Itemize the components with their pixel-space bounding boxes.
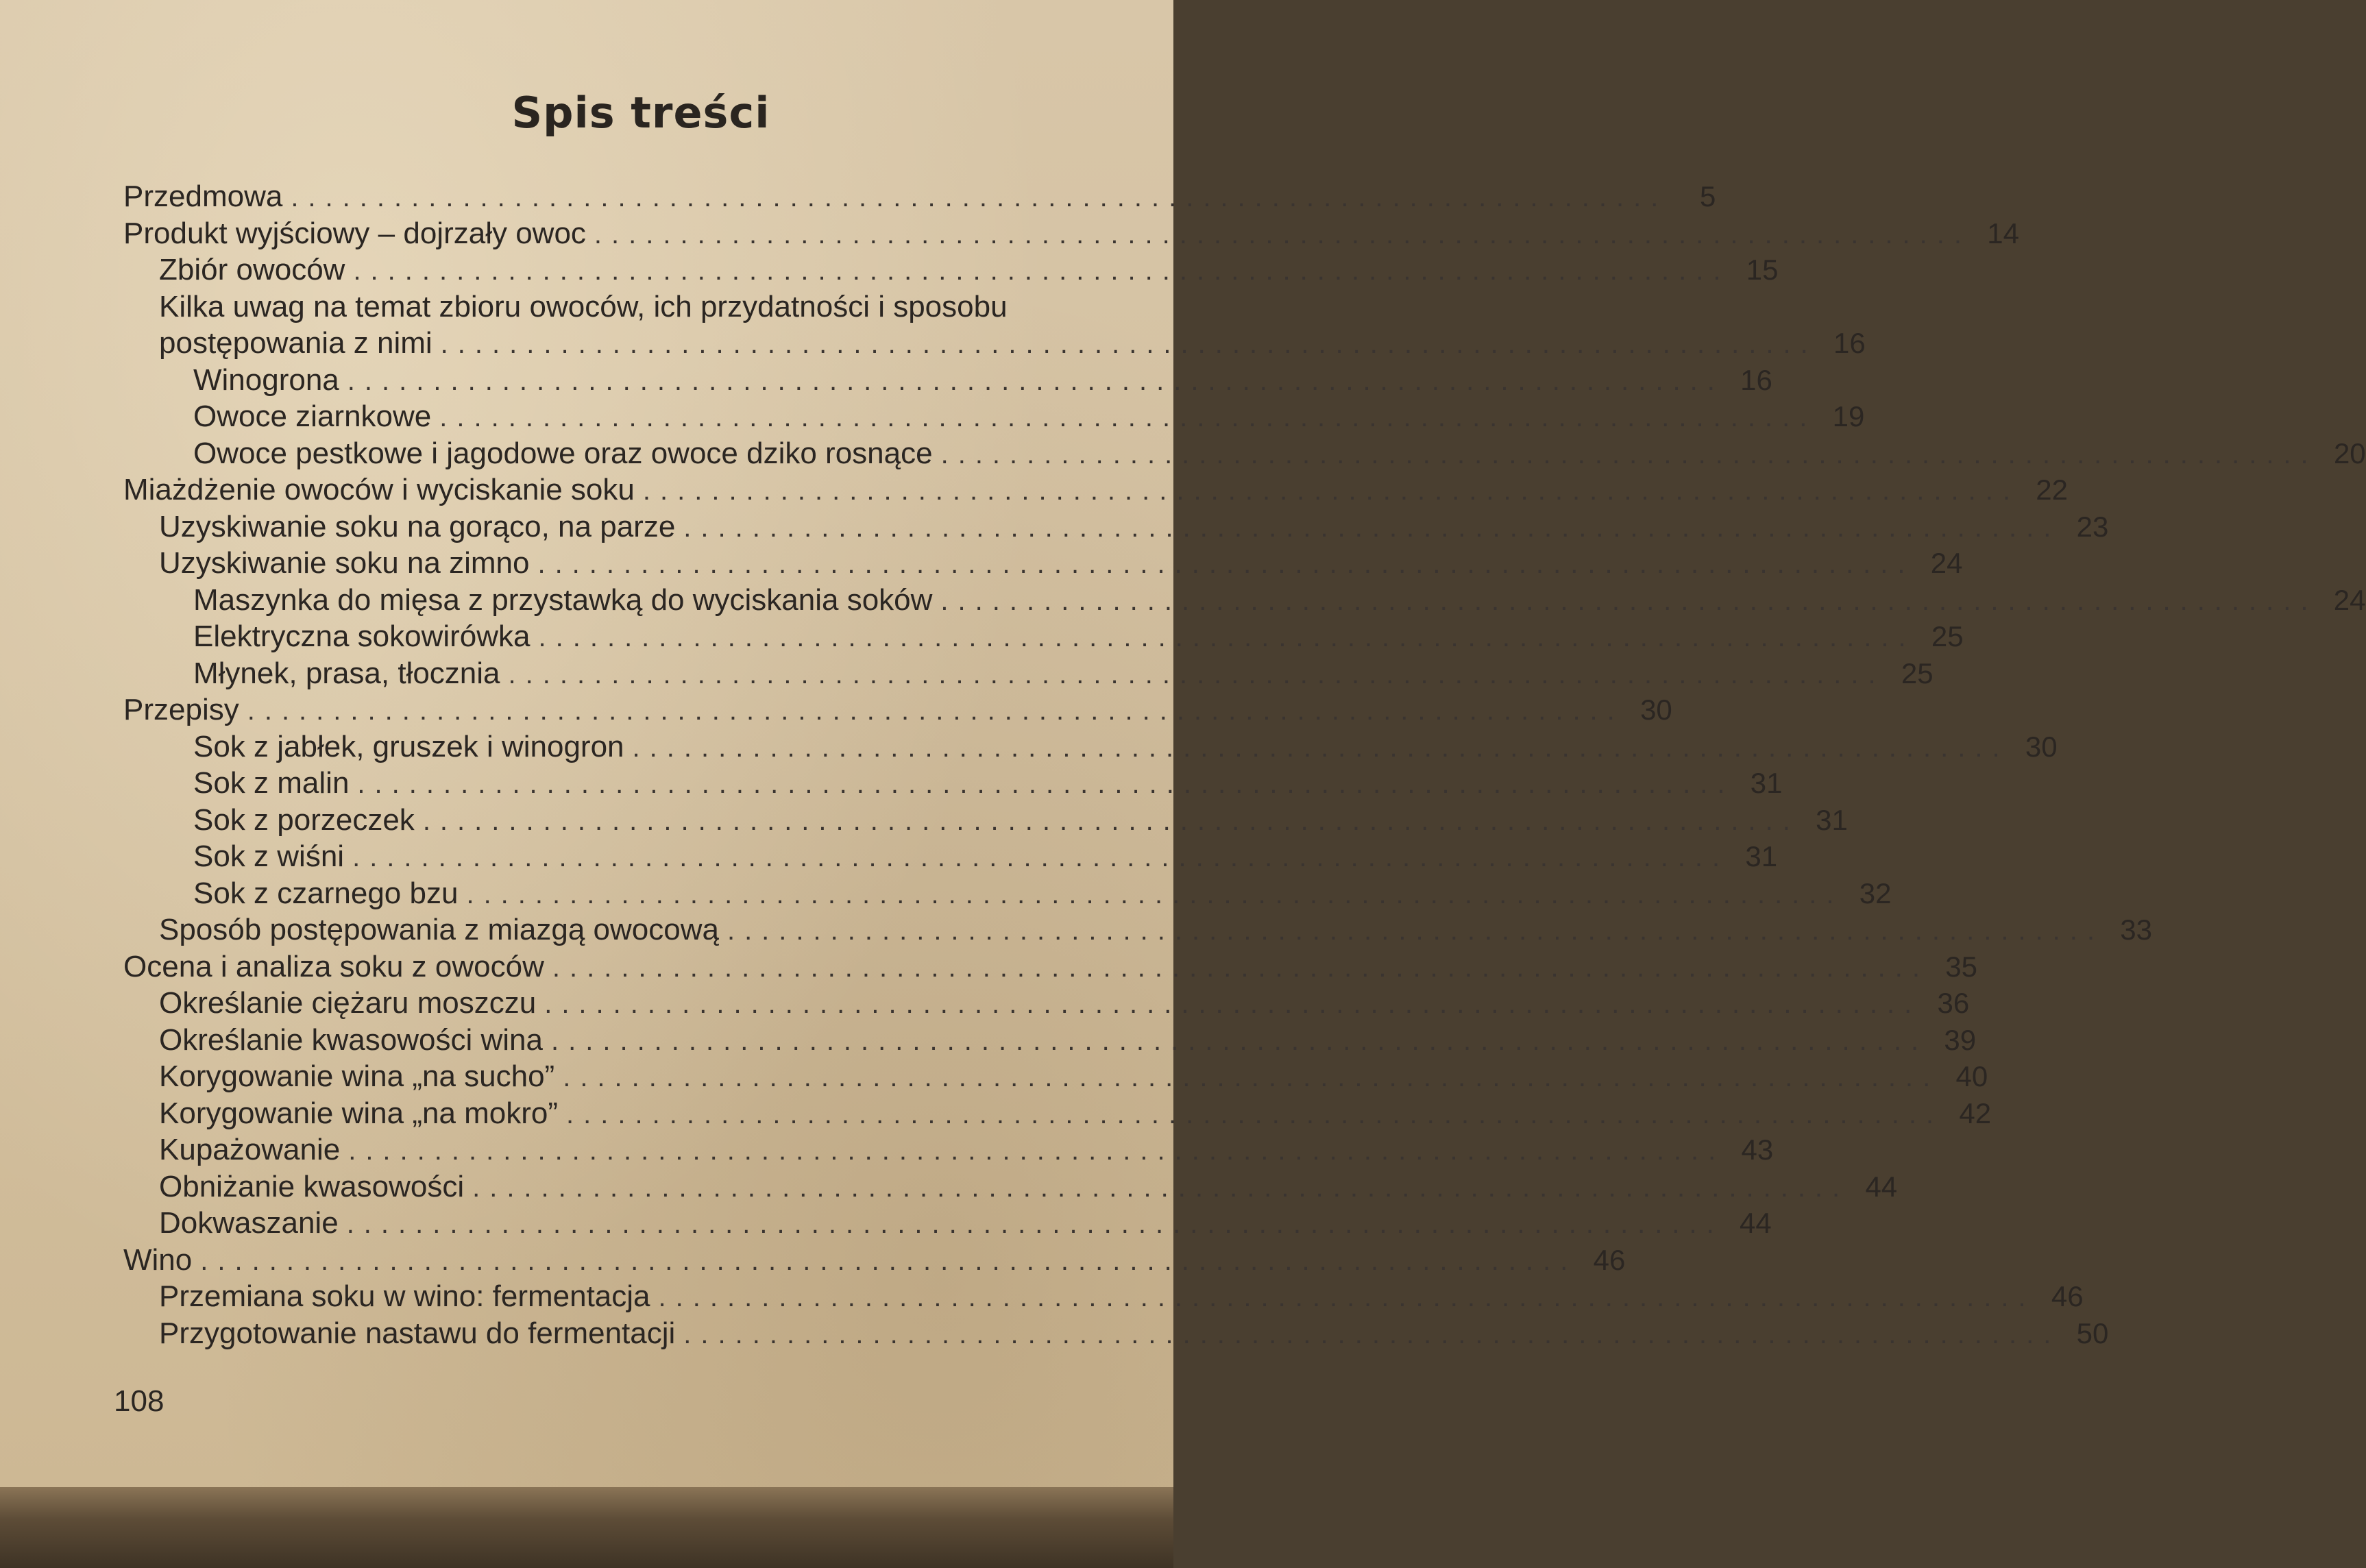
toc-entry-label: Sposób postępowania z miazgą owocową (159, 913, 719, 946)
toc-entry-label: Sok z porzeczek (193, 803, 415, 837)
toc-leader-dots: ................................................................................ (727, 916, 2105, 946)
page-edge-shadow (0, 1487, 1173, 1568)
toc-entry (159, 326, 1866, 363)
toc-entry (123, 216, 2019, 253)
toc-entry (123, 693, 1672, 729)
toc-leader-dots: ................................................................................ (200, 1245, 1578, 1276)
toc-entry-page: 24 (1930, 547, 1963, 579)
toc-leader-dots: ................................................................................ (563, 1062, 1940, 1092)
toc-leader-dots: ................................................................................ (352, 842, 1730, 872)
toc-entry (193, 583, 2366, 620)
toc-entry-label: Określanie kwasowości wina (159, 1022, 543, 1057)
toc-leader-dots: ................................................................................ (422, 805, 1800, 836)
page-number: 108 (114, 1384, 164, 1418)
toc-leader-dots: ................................................................................ (440, 329, 1818, 359)
toc-entry-label: Miażdżenie owoców i wyciskanie soku (123, 473, 635, 506)
toc-leader-dots: ................................................................................ (642, 476, 2020, 506)
toc-leader-dots: ................................................................................ (940, 439, 2318, 469)
toc-entry-page: 31 (1750, 767, 1783, 799)
toc-leader-dots: ................................................................................ (347, 365, 1724, 396)
toc-leader-dots: ................................................................................ (940, 585, 2318, 616)
toc-entry-page: 35 (1945, 950, 1977, 983)
toc-leader-dots: ................................................................................ (508, 659, 1886, 689)
toc-leader-dots: ................................................................................ (353, 256, 1731, 286)
toc-entry-page: 15 (1746, 254, 1779, 286)
toc-leader-dots: ................................................................................ (472, 1172, 1850, 1203)
toc-entry-label: Przygotowanie nastawu do fermentacji (159, 1316, 676, 1350)
toc-entry-page: 32 (1859, 877, 1892, 909)
toc-entry-label: Zbiór owoców (159, 253, 345, 286)
toc-entry-page: 16 (1740, 363, 1772, 396)
toc-entry (159, 509, 2109, 546)
toc-entry (159, 1059, 1988, 1096)
toc-entry-page: 43 (1741, 1134, 1774, 1166)
toc-entry-label: Korygowanie wina „na mokro” (159, 1096, 559, 1130)
toc-entry (193, 436, 2366, 473)
toc-entry-label: Przedmowa (123, 180, 283, 213)
toc-leader-dots: ................................................................................ (658, 1282, 2036, 1312)
toc-leader-dots: ................................................................................ (348, 1136, 1726, 1166)
toc-entry-label: Przepisy (123, 693, 239, 726)
toc-entry (193, 656, 1934, 693)
toc-entry-label: Obniżanie kwasowości (159, 1169, 465, 1203)
toc-entry (193, 620, 1964, 656)
toc-entry (123, 949, 1977, 986)
toc-entry (193, 840, 1778, 876)
toc-leader-dots: ................................................................................ (566, 1099, 1944, 1129)
toc-entry-page: 31 (1745, 840, 1778, 872)
toc-entry-label: Młynek, prasa, tłocznia (193, 656, 500, 690)
toc-leader-dots: ................................................................................ (551, 1025, 1929, 1056)
toc-entry (159, 1279, 2084, 1316)
page-title: Spis treści (511, 88, 770, 138)
toc-leader-dots: ................................................................................ (544, 989, 1922, 1019)
toc-leader-dots: ................................................................................ (466, 879, 1844, 909)
toc-entry-page: 25 (1931, 620, 1964, 652)
toc-entry-page: 39 (1944, 1023, 1977, 1056)
toc-leader-dots: ................................................................................ (683, 1319, 2061, 1349)
toc-entry-page: 30 (2025, 730, 2058, 763)
toc-entry-label: Winogrona (193, 363, 339, 397)
toc-entry-page: 46 (1593, 1243, 1626, 1276)
toc-entry-label: Sok z czarnego bzu (193, 876, 459, 910)
toc-entry-label: Owoce ziarnkowe (193, 400, 432, 433)
toc-entry-label: postępowania z nimi (159, 326, 432, 360)
toc-entry (123, 180, 1716, 216)
toc-entry-page: 22 (2036, 474, 2068, 506)
toc-leader-dots: ................................................................................ (537, 549, 1915, 579)
toc-leader-dots: ................................................................................ (552, 952, 1929, 983)
toc-entry (159, 1096, 1992, 1133)
toc-entry-page: 23 (2076, 510, 2109, 543)
toc-entry (159, 546, 1963, 583)
toc-entry (123, 473, 2068, 509)
toc-entry (159, 1169, 1898, 1206)
toc-entry-page: 24 (2333, 583, 2366, 616)
toc-entry-page: 31 (1816, 803, 1848, 836)
toc-leader-dots: ................................................................................ (357, 769, 1735, 799)
toc-entry-label: Produkt wyjściowy – dojrzały owoc (123, 216, 586, 250)
toc-entry (123, 1242, 1626, 1279)
toc-leader-dots: ................................................................................ (346, 1209, 1724, 1239)
toc-entry-page: 5 (1700, 180, 1716, 212)
toc-entry-label: Sok z malin (193, 766, 350, 800)
toc-leader-dots: ................................................................................ (538, 622, 1916, 652)
toc-entry (193, 876, 1892, 913)
toc-entry-page: 44 (1740, 1207, 1772, 1239)
toc-entry-label: Kilka uwag na temat zbioru owoców, ich przydatności i sposobu (159, 289, 1008, 323)
toc-entry (159, 913, 2153, 949)
toc-entry (193, 803, 1848, 840)
toc-entry (159, 253, 1779, 289)
toc-entry-page: 44 (1865, 1170, 1898, 1203)
toc-entry-label: Maszynka do mięsa z przystawką do wyciskania soków (193, 583, 933, 617)
toc-entry-page: 50 (2076, 1316, 2109, 1349)
toc-entry (159, 1133, 1774, 1169)
toc-entry-label: Wino (123, 1242, 193, 1277)
toc-entry-label: Dokwaszanie (159, 1206, 339, 1240)
toc-entry-label: Elektryczna sokowirówka (193, 620, 530, 653)
toc-leader-dots: ................................................................................ (439, 402, 1817, 432)
toc-entry-page: 46 (2051, 1280, 2084, 1312)
toc-entry-label: Określanie ciężaru moszczu (159, 986, 537, 1020)
toc-entry-label: Ocena i analiza soku z owoców (123, 949, 544, 983)
toc-leader-dots: ................................................................................ (683, 512, 2061, 543)
toc-entry-label: Sok z jabłek, gruszek i winogron (193, 729, 624, 763)
toc-entry-label: Przemiana soku w wino: fermentacja (159, 1279, 650, 1313)
toc-entry-label: Uzyskiwanie soku na gorąco, na parze (159, 509, 676, 543)
toc-entry-page: 30 (1640, 694, 1672, 726)
toc-leader-dots: ................................................................................ (632, 732, 2010, 763)
toc-entry-page: 16 (1833, 327, 1866, 359)
toc-entry (193, 400, 1865, 436)
toc-entry-page: 36 (1937, 987, 1970, 1019)
toc-leader-dots: ................................................................................ (247, 696, 1624, 726)
toc-entry-page: 19 (1832, 400, 1865, 432)
toc-entry (193, 363, 1772, 400)
toc-entry (159, 1316, 2109, 1353)
toc-entry-page: 42 (1959, 1097, 1992, 1129)
toc-entry-label: Kupażowanie (159, 1133, 341, 1166)
toc-entry (159, 986, 1970, 1022)
toc-entry-page: 14 (1987, 217, 2019, 249)
toc-entry-page: 33 (2120, 914, 2153, 946)
toc-entry (193, 729, 2058, 766)
toc-entry-page: 25 (1901, 657, 1934, 689)
toc-entry (193, 766, 1783, 803)
toc-leader-dots: ................................................................................ (291, 182, 1668, 212)
toc-entry-page: 40 (1955, 1060, 1988, 1092)
toc-entry-label: Uzyskiwanie soku na zimno (159, 546, 530, 580)
toc-entry-label: Owoce pestkowe i jagodowe oraz owoce dziko rosnące (193, 436, 933, 470)
toc-entry-page: 20 (2333, 437, 2366, 469)
toc-entry-label: Korygowanie wina „na sucho” (159, 1059, 555, 1093)
toc-entry (159, 1206, 1772, 1242)
toc-entry-label: Sok z wiśni (193, 840, 345, 873)
toc-leader-dots: ................................................................................ (594, 219, 1971, 249)
toc-entry (159, 290, 1143, 326)
toc-entry (159, 1022, 1977, 1059)
